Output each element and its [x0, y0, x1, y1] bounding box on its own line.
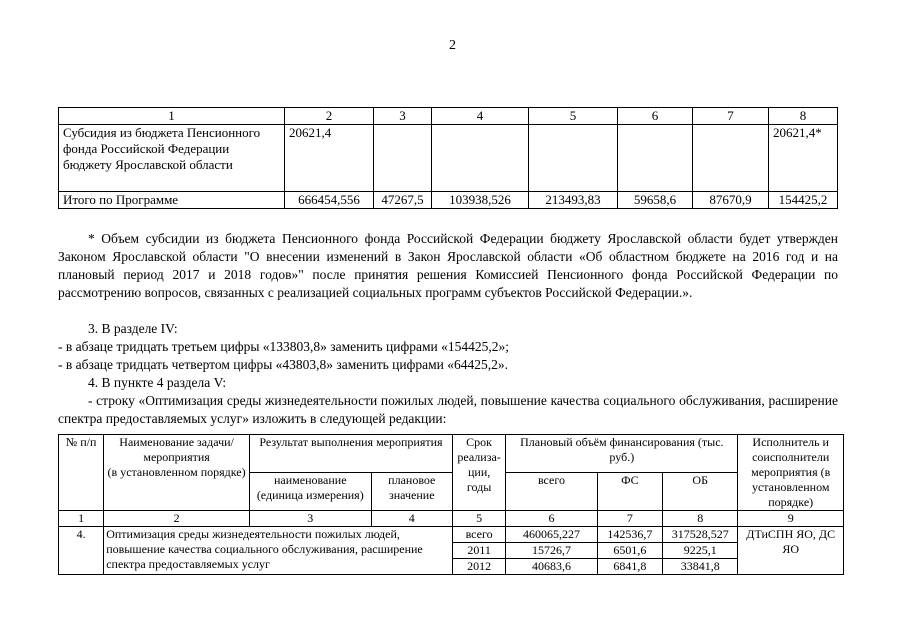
item-3-line-b: - в абзаце тридцать четвертом цифры «43803,8» заменить цифрами «64425,2». [58, 357, 508, 372]
header-name-title: Наименование задачи/мероприятия [119, 435, 234, 464]
row-total: 460065,227 [506, 527, 597, 543]
header-term: Срок реализа-ции, годы [452, 435, 505, 511]
table-cell [374, 125, 432, 192]
table-cell: 3 [374, 108, 432, 125]
row-year: 2011 [452, 543, 505, 559]
table-cell: 3 [249, 511, 371, 527]
activity-table [58, 434, 844, 575]
table-cell: 8 [663, 511, 738, 527]
header-name [104, 435, 250, 511]
table-row-total [59, 192, 838, 209]
table-cell-label: Субсидия из бюджета Пенсионного фонда Российской Федерации бюджету Ярославской области [59, 125, 285, 192]
row-fs: 6841,8 [597, 559, 662, 575]
table-cell: 5 [529, 108, 618, 125]
row-fs: 6501,6 [597, 543, 662, 559]
row-fs: 142536,7 [597, 527, 662, 543]
item-3-heading: 3. В разделе IV: [88, 321, 178, 336]
row-total: 15726,7 [506, 543, 597, 559]
footnote-paragraph: * Объем субсидии из бюджета Пенсионного фонда Российской Федерации бюджету Ярославской области будет утвержден Законом Ярославской области "О внесении изменений в Закон Ярославской области «Об областном бюджете на 2016 год и на плановый период 2017 и 2018 годов»" после принятия решения Комиссией Пенсионного фонда Российской Федерации по рассмотрению вопросов, связанных с реализацией социальных программ субъектов Российской Федерации.». [58, 231, 838, 300]
header-result-plan: плановое значение [371, 473, 452, 511]
header-fin: Плановый объём финансирования (тыс. руб.) [506, 435, 738, 473]
table-cell [618, 125, 693, 192]
table-cell [432, 125, 529, 192]
table-cell: 1 [59, 511, 104, 527]
table-cell: 6 [618, 108, 693, 125]
table-cell: 4 [432, 108, 529, 125]
table-cell: 2 [285, 108, 374, 125]
table-cell [693, 125, 769, 192]
table-cell: 6 [506, 511, 597, 527]
row-ob: 317528,527 [663, 527, 738, 543]
header-name-sub: (в установленном порядке) [107, 465, 246, 479]
page-number: 2 [449, 38, 456, 53]
column-numbers-row [59, 511, 844, 527]
table-cell: 213493,83 [529, 192, 618, 209]
row-ob: 33841,8 [663, 559, 738, 575]
table-cell: 4 [371, 511, 452, 527]
row-exec: ДТиСПН ЯО, ДС ЯО [738, 527, 844, 575]
table-cell: 2 [104, 511, 250, 527]
header-result: Результат выполнения мероприятия [249, 435, 452, 473]
table-row [59, 125, 838, 192]
table-cell: 59658,6 [618, 192, 693, 209]
table-cell: 8 [769, 108, 838, 125]
row-num: 4. [59, 527, 104, 575]
header-result-name: наименование (единица измерения) [249, 473, 371, 511]
item-4-heading: 4. В пункте 4 раздела V: [88, 375, 227, 390]
table-cell: 9 [738, 511, 844, 527]
table-cell: 20621,4* [769, 125, 838, 192]
table-header-row [59, 435, 844, 473]
header-fin-fs: ФС [597, 473, 662, 511]
row-name: Оптимизация среды жизнедеятельности пожилых людей, повышение качества социального обслуживания, расширение спектра предоставляемых услуг [104, 527, 453, 575]
header-num: № п/п [59, 435, 104, 511]
table-cell: 20621,4 [285, 125, 374, 192]
row-total: 40683,6 [506, 559, 597, 575]
table-cell: 87670,9 [693, 192, 769, 209]
table-cell: 47267,5 [374, 192, 432, 209]
header-fin-total: всего [506, 473, 597, 511]
header-exec-sub: мероприятия (в установленном порядке) [751, 465, 831, 509]
item-3-line-a: - в абзаце тридцать третьем цифры «133803,8» заменить цифрами «154425,2»; [58, 339, 509, 354]
program-funding-table [58, 107, 838, 209]
table-cell: 7 [693, 108, 769, 125]
table-cell: 5 [452, 511, 505, 527]
table-cell: 666454,556 [285, 192, 374, 209]
table-cell: 7 [597, 511, 662, 527]
table-cell-label: Итого по Программе [59, 192, 285, 209]
table-cell: 1 [59, 108, 285, 125]
item-4-paragraph: - строку «Оптимизация среды жизнедеятельности пожилых людей, повышение качества социального обслуживания, расширение спектра предоставляемых услуг» изложить в следующей редакции: [58, 393, 838, 426]
header-fin-ob: ОБ [663, 473, 738, 511]
row-ob: 9225,1 [663, 543, 738, 559]
header-exec [738, 435, 844, 511]
header-exec-title: Исполнитель и соисполнители [752, 435, 830, 464]
row-year: всего [452, 527, 505, 543]
table-cell [529, 125, 618, 192]
table-cell: 154425,2 [769, 192, 838, 209]
table-cell: 103938,526 [432, 192, 529, 209]
table-header-row [59, 108, 838, 125]
row-year: 2012 [452, 559, 505, 575]
table-row [59, 527, 844, 543]
